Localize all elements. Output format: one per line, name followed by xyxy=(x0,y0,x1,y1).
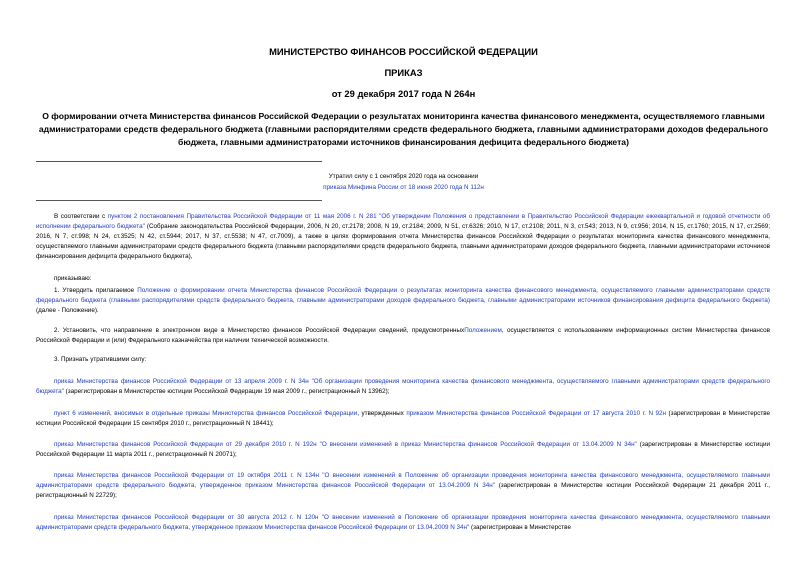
item-1 xyxy=(36,286,770,316)
repealed-order-rest: (зарегистрирован в Министерстве юстиции Российской Федерации 19 мая 2009 г., регистрационный N 13962); xyxy=(63,388,390,395)
document-type: ПРИКАЗ xyxy=(384,67,423,78)
item-2-rest: , осуществляется с использованием информационных систем Министерства финансов Российской Федерации и (или) Федерального казначейства при наличии технической возможности. xyxy=(36,327,770,344)
repealed-order-link-2[interactable]: приказом Министерства финансов Российской Федерации от 17 августа 2010 г. N 92н xyxy=(406,410,666,417)
preamble-lead: В соответствии с xyxy=(54,213,108,220)
repealed-order-mid: , утвержденных xyxy=(357,410,407,417)
document-title: О формировании отчета Министерства финансов Российской Федерации о результатах мониторинга качества финансового менеджмента, осуществляемого главными администраторами средств федерального бюджета (главными распорядителями средств федерального бюджета, главными администраторами доходов федерального бюджета, главными администраторами источников финансирования дефицита федерального бюджета) xyxy=(38,111,769,147)
regulation-ref-link[interactable]: Положением xyxy=(464,327,502,334)
divider-bottom xyxy=(36,200,322,201)
preamble-decree-link[interactable]: пунктом 2 постановления Правительства Российской Федерации от 11 мая 2006 г. N 281 "Об утверждении Положения о представлении в Правительство Российской Федерации ежеквартальной и годовой отчетности об исполнении федерального бюджета" xyxy=(36,213,770,230)
item-3: 3. Признать утратившими силу: xyxy=(54,356,147,363)
repealed-item xyxy=(36,513,770,533)
repealed-order-rest: (зарегистрирован в Министерстве xyxy=(469,524,571,531)
repealed-order-rest: (зарегистрирован в Министерстве юстиции Российской Федерации 21 декабря 2011 г., регистрационный N 22729); xyxy=(36,482,770,499)
repealed-order-rest: (зарегистрирован в Министерстве юстиции Российской Федерации 15 сентября 2010 г., регистрационный N 18441); xyxy=(36,410,771,427)
item-1-rest: (далее - Положение). xyxy=(36,307,99,314)
repealed-item xyxy=(36,471,770,501)
document-date: от 29 декабря 2017 года N 264н xyxy=(331,88,476,99)
repealed-item xyxy=(36,377,770,397)
ministry-heading: МИНИСТЕРСТВО ФИНАНСОВ РОССИЙСКОЙ ФЕДЕРАЦИИ xyxy=(269,46,538,57)
preamble-paragraph xyxy=(36,212,770,262)
regulation-link[interactable]: Положение о формировании отчета Министерства финансов Российской Федерации о результатах мониторинга качества финансового менеджмента, осуществляемого главными администраторами средств федерального бюджета (главными распорядителями средств федерального бюджета, главными администраторами доходов федерального бюджета, главными администраторами источников финансирования дефицита федерального бюджета) xyxy=(36,287,770,304)
repealed-order-link[interactable]: пункт 6 изменений, вносимых в отдельные приказы Министерства финансов Российской Федерации xyxy=(54,410,358,417)
order-clause: приказываю: xyxy=(54,275,92,282)
divider-top xyxy=(36,161,322,162)
item-2 xyxy=(36,326,770,346)
repealed-order-rest: (зарегистрирован в Министерстве юстиции Российской Федерации 11 марта 2011 г., регистрационный N 20071); xyxy=(36,441,771,458)
repealed-order-link[interactable]: приказ Министерства финансов Российской Федерации от 30 августа 2012 г. N 120н "О внесении изменений в Положение об организации проведения мониторинга качества финансового менеджмента, осуществляемого главными администраторами средств федерального бюджета, утвержденное приказом Министерства финансов Российской Федерации от 13.04.2009 N 34н" xyxy=(36,514,770,531)
repealed-order-link[interactable]: приказ Министерства финансов Российской Федерации от 19 октября 2011 г. N 134н "О внесении изменений в Положение об организации проведения мониторинга качества финансового менеджмента, осуществляемого главными администраторами средств федерального бюджета, утвержденное приказом Министерства финансов Российской Федерации от 13.04.2009 N 34н" xyxy=(36,472,770,489)
preamble-rest: (Собрание законодательства Российской Федерации, 2006, N 20, ст.2178; 2008, N 19, ст.2184; 2009, N 51, ст.6326; 2010, N 17, ст.2108; 2011, N 3, ст.543; 2013, N 9, ст.956; 2014, N 15, ст.1760; 2015, N 17, ст.2569; 2016, N 7, ст.998; N 24, ст.3525; N 42, ст.5944; 2017, N 37, ст.5538; N 47, ст.7009), а также в целях формирования отчета Министерства финансов Российской Федерации о результатах мониторинга качества финансового менеджмента, осуществляемого главными администраторами средств федерального бюджета (главными распорядителями средств федерального бюджета, главными администраторами доходов федерального бюджета, главными администраторами источников финансирования дефицита федерального бюджета), xyxy=(36,223,770,260)
repealed-item xyxy=(36,440,770,460)
item-2-lead: 2. Установить, что направление в электронном виде в Министерство финансов Российской Федерации сведений, предусмотренных xyxy=(54,327,465,334)
status-note: Утратил силу с 1 сентября 2020 года на основании xyxy=(328,173,479,180)
status-note-link[interactable]: приказа Минфина России от 18 июня 2020 года N 112н xyxy=(323,184,484,191)
repealed-order-link[interactable]: приказ Министерства финансов Российской Федерации от 29 декабря 2010 г. N 192н "О внесении изменений в приказ Министерства финансов Российской Федерации от 13.04.2009 N 34н" xyxy=(54,441,637,448)
item-1-lead: 1. Утвердить прилагаемое xyxy=(54,287,138,294)
repealed-order-link[interactable]: приказ Министерства финансов Российской Федерации от 13 апреля 2009 г. N 34н "Об организации проведения мониторинга качества финансового менеджмента, осуществляемого главными администраторами средств федерального бюджета" xyxy=(36,378,770,395)
repealed-item xyxy=(36,409,770,429)
